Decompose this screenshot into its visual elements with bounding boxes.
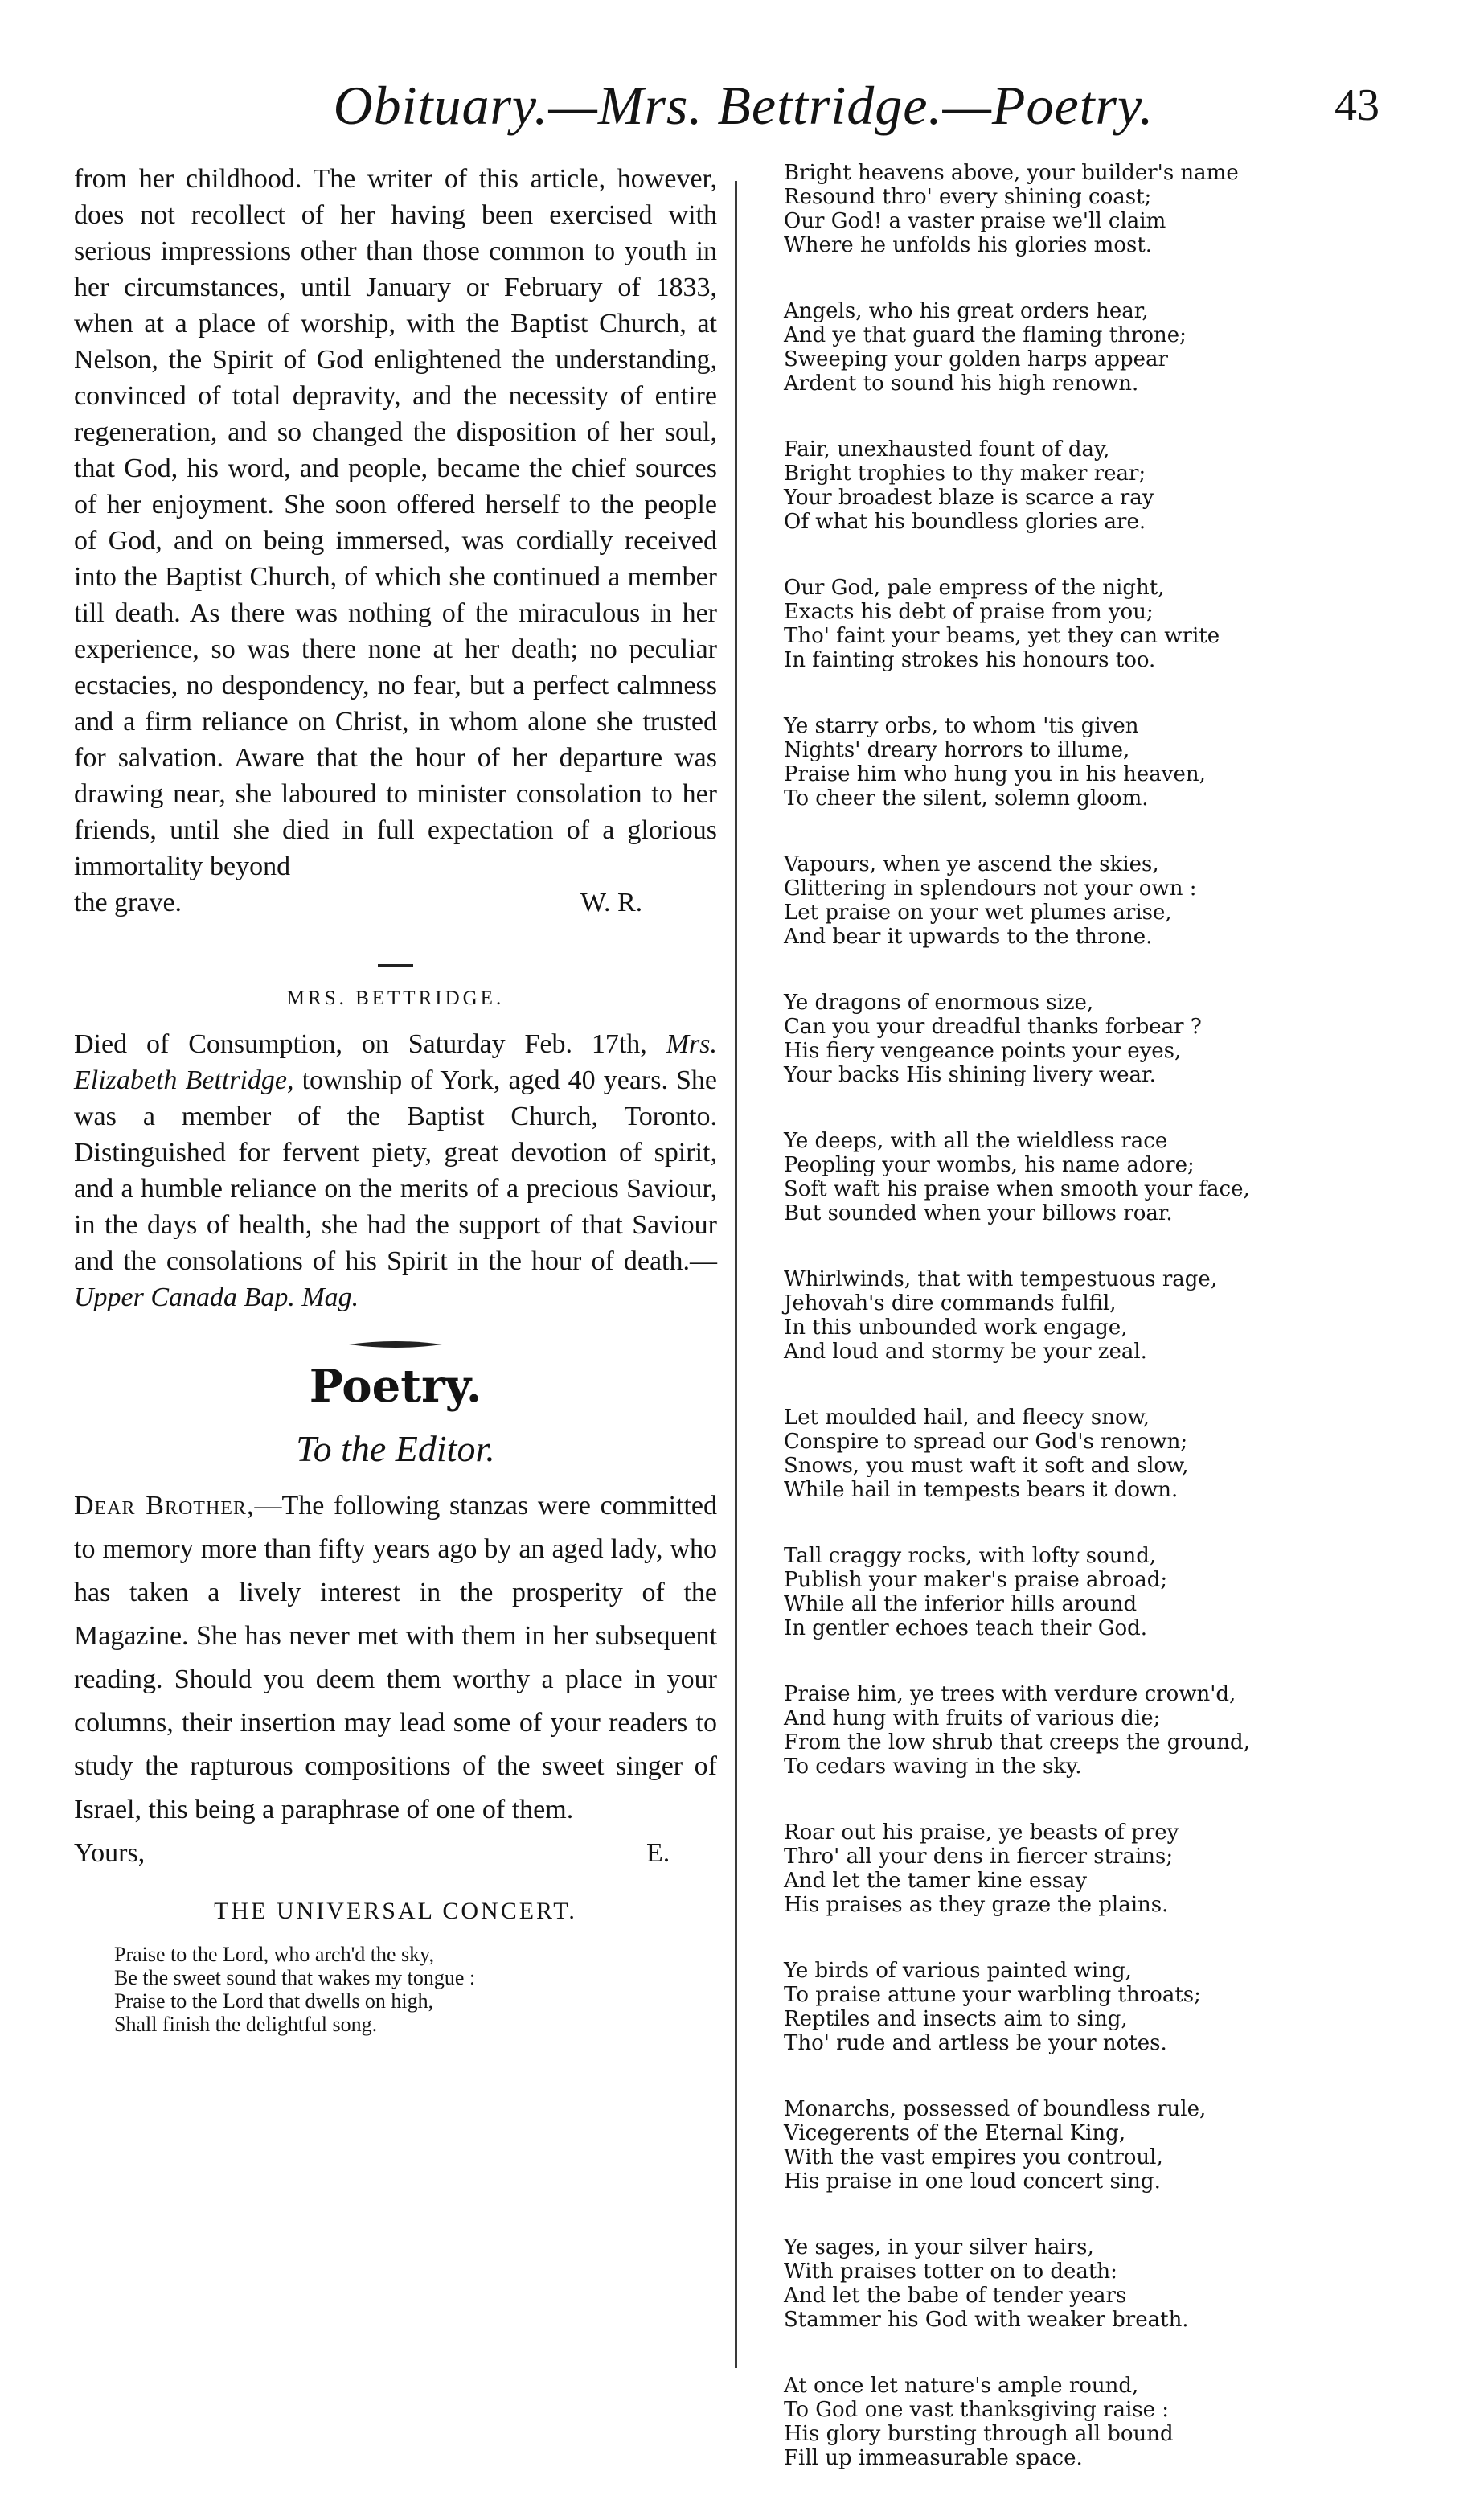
poem-line: While all the inferior hills around xyxy=(784,1592,1138,1616)
poem-line: Bright trophies to thy maker rear; xyxy=(784,462,1146,486)
poem-line: And let the tamer kine essay xyxy=(784,1869,1088,1893)
poem-stanza xyxy=(784,1406,1435,1502)
poem-line: Fill up immeasurable space. xyxy=(784,2446,1083,2470)
poem-line: Resound thro' every shining coast; xyxy=(784,185,1152,209)
poem-line: Thro' all your dens in fiercer strains; xyxy=(784,1845,1174,1869)
bettridge-text-1: Died of Consumption, on Saturday Feb. 17th, xyxy=(74,1029,647,1059)
poem-line: Ye deeps, with all the wieldless race xyxy=(784,1129,1168,1153)
poem-line: Our God, pale empress of the night, xyxy=(784,576,1165,600)
poem-stanza xyxy=(784,852,1435,949)
poem-line: Whirlwinds, that with tempestuous rage, xyxy=(784,1267,1218,1291)
poem-line: Vapours, when ye ascend the skies, xyxy=(784,852,1159,876)
poem-line: And ye that guard the flaming throne; xyxy=(784,323,1187,347)
poem-line: To cedars waving in the sky. xyxy=(784,1755,1082,1779)
poem-line: Monarchs, possessed of boundless rule, xyxy=(784,2097,1207,2121)
poem-line: Peopling your wombs, his name adore; xyxy=(784,1153,1195,1177)
poem-stanza xyxy=(784,2374,1435,2470)
poem-stanza xyxy=(784,1129,1435,1225)
poem-line: And let the babe of tender years xyxy=(784,2284,1127,2308)
poem-line: Tho' rude and artless be your notes. xyxy=(784,2031,1167,2055)
obituary-signature-line xyxy=(74,885,717,921)
poem-line: Conspire to spread our God's renown; xyxy=(784,1430,1188,1454)
poem-line: Praise to the Lord that dwells on high, xyxy=(114,1989,434,2013)
poem-line: Sweeping your golden harps appear xyxy=(784,347,1168,371)
poem-line: Shall finish the delightful song. xyxy=(114,2013,378,2036)
page-number: 43 xyxy=(1334,80,1379,130)
right-column xyxy=(784,161,1435,2512)
poem-line: Be the sweet sound that wakes my tongue : xyxy=(114,1966,476,1989)
poem-line: Praise him who hung you in his heaven, xyxy=(784,762,1206,786)
poetry-heading: Poetry. xyxy=(309,1360,482,1413)
poem-line: Tho' faint your beams, yet they can write xyxy=(784,624,1220,648)
poem-line: To praise attune your warbling throats; xyxy=(784,1983,1201,2007)
poem-stanza xyxy=(784,299,1435,396)
poem-stanza xyxy=(784,576,1435,672)
poem-line: Our God! a vaster praise we'll claim xyxy=(784,209,1166,233)
poem-line: Angels, who his great orders hear, xyxy=(784,299,1149,323)
section-divider xyxy=(378,964,413,967)
poem-line: And hung with fruits of various die; xyxy=(784,1706,1161,1730)
poem-stanza xyxy=(784,161,1435,257)
poem-line: His praise in one loud concert sing. xyxy=(784,2169,1161,2194)
poem-line: Let moulded hail, and fleecy snow, xyxy=(784,1406,1150,1430)
poem-line: To God one vast thanksgiving raise : xyxy=(784,2398,1170,2422)
poem-line: His fiery vengeance points your eyes, xyxy=(784,1039,1182,1063)
poem-stanza xyxy=(784,1544,1435,1640)
bettridge-source: Upper Canada Bap. Mag. xyxy=(74,1283,359,1312)
poem-line: Where he unfolds his glories most. xyxy=(784,233,1153,257)
poem-line: In this unbounded work engage, xyxy=(784,1316,1128,1340)
poem-stanza xyxy=(784,1959,1435,2055)
poem-line: Ardent to sound his high renown. xyxy=(784,371,1139,396)
poem-line: In gentler echoes teach their God. xyxy=(784,1616,1148,1640)
poem-line: Let praise on your wet plumes arise, xyxy=(784,901,1172,925)
poem-line: Praise to the Lord, who arch'd the sky, xyxy=(114,1943,434,1966)
bettridge-notice xyxy=(74,1026,717,1316)
obituary-continuation: from her childhood. The writer of this article, however, does not recollect of her having been exercised with serious impressions other than those common to youth in her circumstances, until January or February of 1833, when at a place of worship, with the Baptist Church, at Nelson, the Spirit of God enlightened the understanding, convinced of total depravity, and the necessity of entire regeneration, and so changed the disposition of her soul, that God, his word, and people, became the chief sources of her enjoyment. She soon offered herself to the people of God, and on being immersed, was cordially received into the Baptist Church, of which she continued a member till death. As there was nothing of the miraculous in her experience, so was there none at her death; no peculiar ecstacies, no despondency, no fear, but a perfect calmness and a firm reliance on Christ, in whom alone she trusted for salvation. Aware that the hour of her departure was drawing near, she laboured to minister consolation to her friends, until she died in full expectation of a glorious immortality beyond xyxy=(74,164,717,881)
letter-body xyxy=(74,1484,717,1832)
poem-line: With praises totter on to death: xyxy=(784,2260,1117,2284)
poem-line: While hail in tempests bears it down. xyxy=(784,1478,1179,1502)
poem-line: Stammer his God with weaker breath. xyxy=(784,2308,1189,2332)
poem-line: Ye dragons of enormous size, xyxy=(784,991,1094,1015)
bettridge-text-2: township of York, aged 40 years. She was a member of the Baptist Church, Toronto. Distinguished for fervent piety, great devotion of spirit, and a humble reliance on the merits of a precious Saviour, in the days of health, she had the support of that Saviour and the consolations of his Spirit in the hour of death.— xyxy=(74,1065,718,1276)
letter-closing: Yours, xyxy=(74,1838,146,1868)
poem-line: His praises as they graze the plains. xyxy=(784,1893,1169,1917)
poem-line: Your backs His shining livery wear. xyxy=(784,1063,1156,1087)
poem-line: Ye birds of various painted wing, xyxy=(784,1959,1132,1983)
letter-initial: E. xyxy=(646,1838,670,1868)
poem-stanza xyxy=(784,1682,1435,1779)
poem-stanza xyxy=(784,2235,1435,2332)
poem-line: Snows, you must waft it soft and slow, xyxy=(784,1454,1189,1478)
poem-line: And loud and stormy be your zeal. xyxy=(784,1340,1147,1364)
bettridge-heading: MRS. BETTRIDGE. xyxy=(286,987,505,1009)
poem-line: Praise him, ye trees with verdure crown'd, xyxy=(784,1682,1236,1706)
obituary-last-words: the grave. xyxy=(74,888,182,917)
poem-line: Jehovah's dire commands fulfil, xyxy=(784,1291,1117,1316)
poem-line: Glittering in splendours not your own : xyxy=(784,876,1197,901)
poem-line: Can you your dreadful thanks forbear ? xyxy=(784,1015,1202,1039)
page-header xyxy=(0,69,1484,142)
poem-stanza xyxy=(784,991,1435,1087)
poem-stanza xyxy=(784,437,1435,534)
poem-line: Roar out his praise, ye beasts of prey xyxy=(784,1820,1179,1845)
poem-line: Bright heavens above, your builder's name xyxy=(784,161,1239,185)
poem-line: But sounded when your billows roar. xyxy=(784,1201,1173,1225)
poem-line: Publish your maker's praise abroad; xyxy=(784,1568,1168,1592)
letter-salutation: Dear Brother, xyxy=(74,1491,255,1521)
poem-line: Fair, unexhausted fount of day, xyxy=(784,437,1110,462)
letter-closing-line xyxy=(74,1832,717,1875)
letter-text: —The following stanzas were committed to memory more than fifty years ago by an aged lady, who has taken a lively interest in the prosperity of the Magazine. She has never met with them in her subsequent reading. Should you deem them worthy a place in your columns, their insertion may lead some of your readers to study the rapturous compositions of the sweet singer of Israel, this being a paraphrase of one of them. xyxy=(74,1491,718,1824)
poem-line: His glory bursting through all bound xyxy=(784,2422,1174,2446)
poem-line: Soft waft his praise when smooth your face, xyxy=(784,1177,1250,1201)
poem-line: Ye starry orbs, to whom 'tis given xyxy=(784,714,1139,738)
to-editor-heading: To the Editor. xyxy=(296,1428,495,1469)
poem-line: At once let nature's ample round, xyxy=(784,2374,1139,2398)
poem-line: Nights' dreary horrors to illume, xyxy=(784,738,1130,762)
column-divider xyxy=(735,181,737,2368)
poem-line: Your broadest blaze is scarce a ray xyxy=(784,486,1154,510)
poem-stanza xyxy=(784,2097,1435,2194)
poem-line: Exacts his debt of praise from you; xyxy=(784,600,1154,624)
bettridge-name: Mrs. Elizabeth Bettridge, xyxy=(74,1029,717,1095)
concert-first-stanza xyxy=(114,1943,717,2036)
poem-line: Ye sages, in your silver hairs, xyxy=(784,2235,1094,2260)
poem-line: Vicegerents of the Eternal King, xyxy=(784,2121,1126,2145)
poem-line: Tall craggy rocks, with lofty sound, xyxy=(784,1544,1157,1568)
poem-line: In fainting strokes his honours too. xyxy=(784,648,1156,672)
running-title: Obituary.—Mrs. Bettridge.—Poetry. xyxy=(333,75,1154,136)
left-column xyxy=(74,161,717,2036)
poem-stanza xyxy=(784,1267,1435,1364)
poem-line: With the vast empires you controul, xyxy=(784,2145,1163,2169)
poem-line: Of what his boundless glories are. xyxy=(784,510,1146,534)
poem-stanza xyxy=(784,714,1435,811)
poem-line: Reptiles and insects aim to sing, xyxy=(784,2007,1128,2031)
concert-heading: THE UNIVERSAL CONCERT. xyxy=(214,1898,577,1924)
poem-line: To cheer the silent, solemn gloom. xyxy=(784,786,1149,811)
obituary-signature: W. R. xyxy=(580,888,643,917)
poem-line: From the low shrub that creeps the ground, xyxy=(784,1730,1250,1755)
poem-line: And bear it upwards to the throne. xyxy=(784,925,1153,949)
poem-stanza xyxy=(784,1820,1435,1917)
ornament-divider-icon xyxy=(347,1338,444,1351)
